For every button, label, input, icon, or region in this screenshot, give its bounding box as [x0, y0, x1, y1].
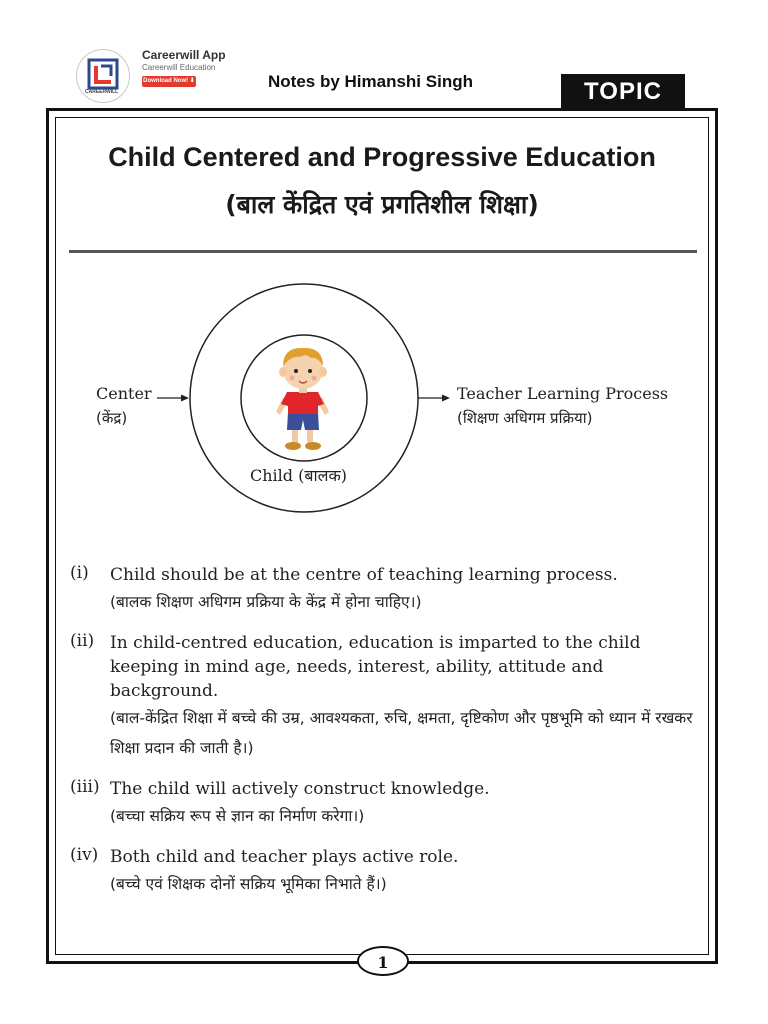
app-subtitle: Careerwill Education	[142, 63, 216, 72]
item-text-hindi: (बच्चा सक्रिय रूप से ज्ञान का निर्माण करेगा।)	[110, 807, 365, 825]
item-text-hindi: (बच्चे एवं शिक्षक दोनों सक्रिय भूमिका निभाते हैं।)	[110, 875, 387, 893]
list-item	[70, 563, 710, 617]
child-illustration	[276, 348, 329, 450]
center-arrow	[157, 395, 189, 402]
center-label: Center	[96, 384, 152, 403]
notes-author: Notes by Himanshi Singh	[268, 72, 473, 91]
center-label-hindi: (केंद्र)	[96, 409, 128, 427]
app-name: Careerwill App	[142, 48, 226, 62]
item-text-english: In child-centred education, education is imparted to the child keeping in mind age, needs, interest, ability, attitude and background.	[110, 633, 641, 701]
page-number: 1	[357, 946, 409, 976]
item-number: (ii)	[70, 631, 95, 651]
child-label: Child (बालक)	[250, 466, 348, 485]
item-text-english: The child will actively construct knowledge.	[110, 779, 490, 799]
process-arrow	[418, 395, 450, 402]
page-title: Child Centered and Progressive Education	[108, 142, 656, 172]
teacher-learning-process-label-hindi: (शिक्षण अधिगम प्रक्रिया)	[457, 409, 593, 427]
item-text-hindi: (बालक शिक्षण अधिगम प्रक्रिया के केंद्र में होना चाहिए।)	[110, 593, 422, 611]
page-title-hindi: (बाल केंद्रित एवं प्रगतिशील शिक्षा)	[225, 190, 539, 219]
list-item	[70, 777, 710, 831]
item-number: (i)	[70, 563, 89, 583]
teacher-learning-process-label: Teacher Learning Process	[457, 384, 669, 403]
topic-badge: TOPIC	[561, 74, 685, 108]
item-text-hindi: (बाल-केंद्रित शिक्षा में बच्चे की उम्र, आवश्यकता, रुचि, क्षमता, दृष्टिकोण और पृष्ठभूमि को ध्यान में रखकर शिक्षा प्रदान की जाती है।)	[110, 709, 693, 757]
list-item	[70, 631, 710, 763]
item-text-english: Child should be at the centre of teaching learning process.	[110, 565, 618, 585]
logo-wordmark: CAREERWILL	[85, 89, 119, 95]
item-text-english: Both child and teacher plays active role.	[110, 847, 459, 867]
item-number: (iii)	[70, 777, 100, 797]
points-list	[70, 563, 710, 913]
list-item	[70, 845, 710, 899]
download-button[interactable]: Download Now! ⬇	[142, 76, 196, 87]
item-number: (iv)	[70, 845, 99, 865]
